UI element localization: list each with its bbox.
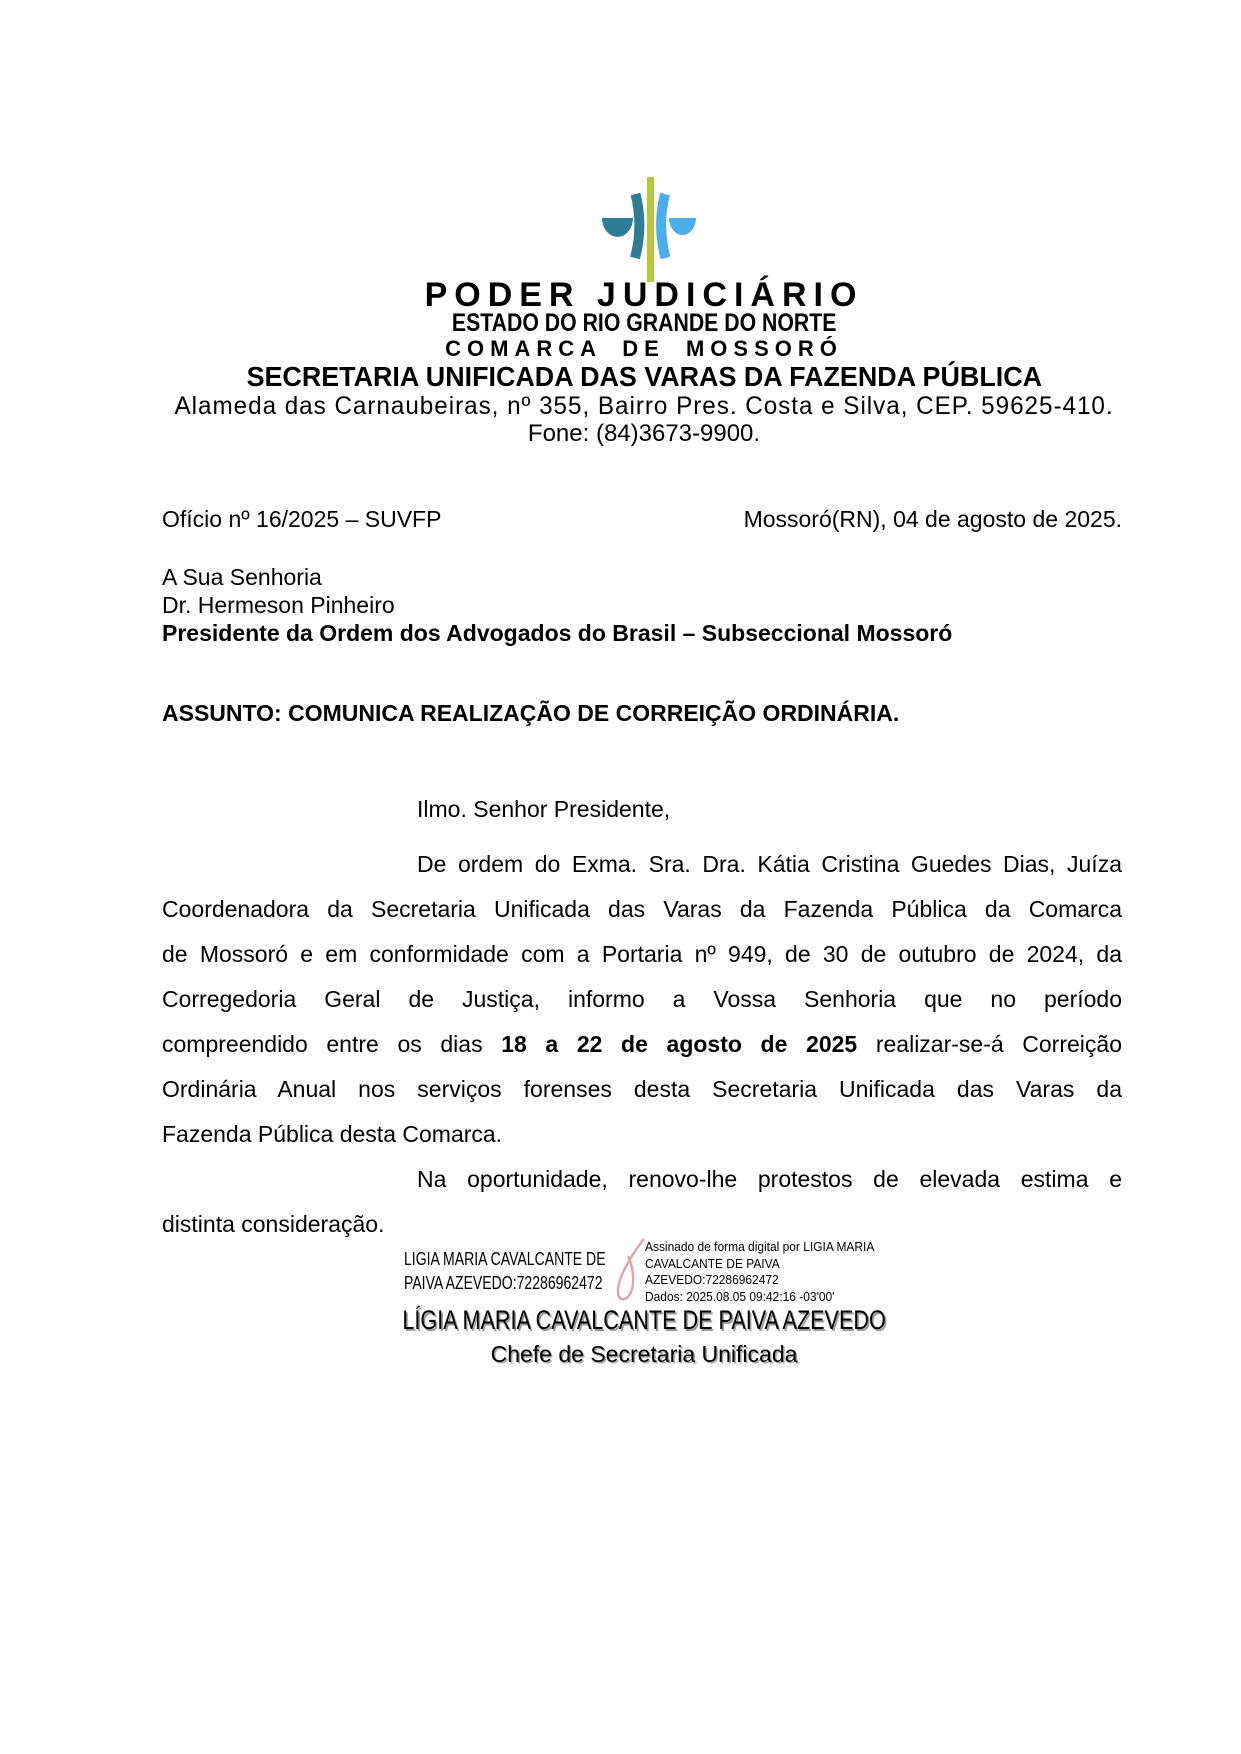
scales-of-justice-logo [602,177,696,282]
cert-details-line: Dados: 2025.08.05 09:42:16 -03'00' [645,1288,835,1304]
cert-details-line: CAVALCANTE DE PAIVA [645,1255,780,1271]
recipient-block [162,563,952,647]
state-line [64,309,1224,338]
recipient-name: Dr. Hermeson Pinheiro [162,592,395,618]
body-text-segment: Na oportunidade, renovo-lhe protestos de elevada estima e [417,1166,1122,1192]
secretaria-line-text: SECRETARIA UNIFICADA DAS VARAS DA FAZENDA PÚBLICA [246,361,1042,392]
body-paragraph-2 [162,842,1122,1157]
body-line [162,1067,1122,1112]
signer-name [64,1305,1224,1336]
meta-row [162,506,1122,533]
body-line [162,1157,1122,1202]
body-text-segment: distinta consideração. [162,1211,385,1237]
body-text-segment: Ordinária Anual nos serviços forenses desta Secretaria Unificada das Varas da [162,1076,1122,1102]
body-paragraph-1 [162,787,1122,832]
body-line [162,1022,1122,1067]
signature-flourish-icon [606,1238,648,1308]
org-title: PODER JUDICIÁRIO [424,276,864,314]
signer-name-text: LÍGIA MARIA CAVALCANTE DE PAIVA AZEVEDO [402,1305,886,1335]
cert-subject-line: LIGIA MARIA CAVALCANTE DE [404,1249,606,1269]
cert-details-line: AZEVEDO:72286962472 [645,1272,779,1287]
oficio-number: Ofício nº 16/2025 – SUVFP [162,506,442,532]
body-paragraph-3 [162,1157,1122,1247]
recipient-title: Presidente da Ordem dos Advogados do Brasil – Subseccional Mossoró [162,620,953,646]
date-place: Mossoró(RN), 04 de agosto de 2025. [743,506,1122,532]
address-line-text: Alameda das Carnaubeiras, nº 355, Bairro Pres. Costa e Silva, CEP. 59625-410. [174,392,1114,420]
body-line [162,787,1122,832]
secretaria-line [64,361,1224,393]
body-text-segment: Fazenda Pública desta Comarca. [162,1121,503,1147]
state-line-text: ESTADO DO RIO GRANDE DO NORTE [451,309,837,337]
body-line [162,887,1122,932]
body-text-segment: Ilmo. Senhor Presidente, [417,796,671,822]
comarca-line: COMARCA DE MOSSORÓ [445,336,843,361]
recipient-salutation: A Sua Senhoria [162,564,322,590]
signer-role: Chefe de Secretaria Unificada [490,1341,798,1367]
body-text-bold-segment: 18 a 22 de agosto de 2025 [501,1031,858,1057]
body-text-segment: compreendido entre os dias [162,1031,502,1057]
body-text-segment: realizar-se-á Correição [857,1031,1122,1057]
cert-details-line: Assinado de forma digital por LIGIA MARIA [645,1239,875,1254]
body-line [162,932,1122,977]
body-text-segment: de Mossoró e em conformidade com a Portaria nº 949, de 30 de outubro de 2024, da [162,941,1122,967]
body-line [162,1112,1122,1157]
body-line [162,977,1122,1022]
cert-subject-line: PAIVA AZEVEDO:72286962472 [404,1273,603,1293]
phone-line: Fone: (84)3673-9900. [527,420,761,447]
digital-cert-details [645,1239,874,1305]
body-line [162,842,1122,887]
body-text-segment: Coordenadora da Secretaria Unificada das Varas da Fazenda Pública da Comarca [162,896,1122,922]
body-text-segment: Corregedoria Geral de Justiça, informo a Vossa Senhoria que no período [162,986,1122,1012]
subject-line: ASSUNTO: COMUNICA REALIZAÇÃO DE CORREIÇÃO ORDINÁRIA. [162,700,900,726]
letter-body [162,787,1122,1247]
digital-cert-subject [404,1247,606,1295]
address-line [64,392,1224,421]
body-text-segment: De ordem do Exma. Sra. Dra. Kátia Cristina Guedes Dias, Juíza [417,851,1122,877]
